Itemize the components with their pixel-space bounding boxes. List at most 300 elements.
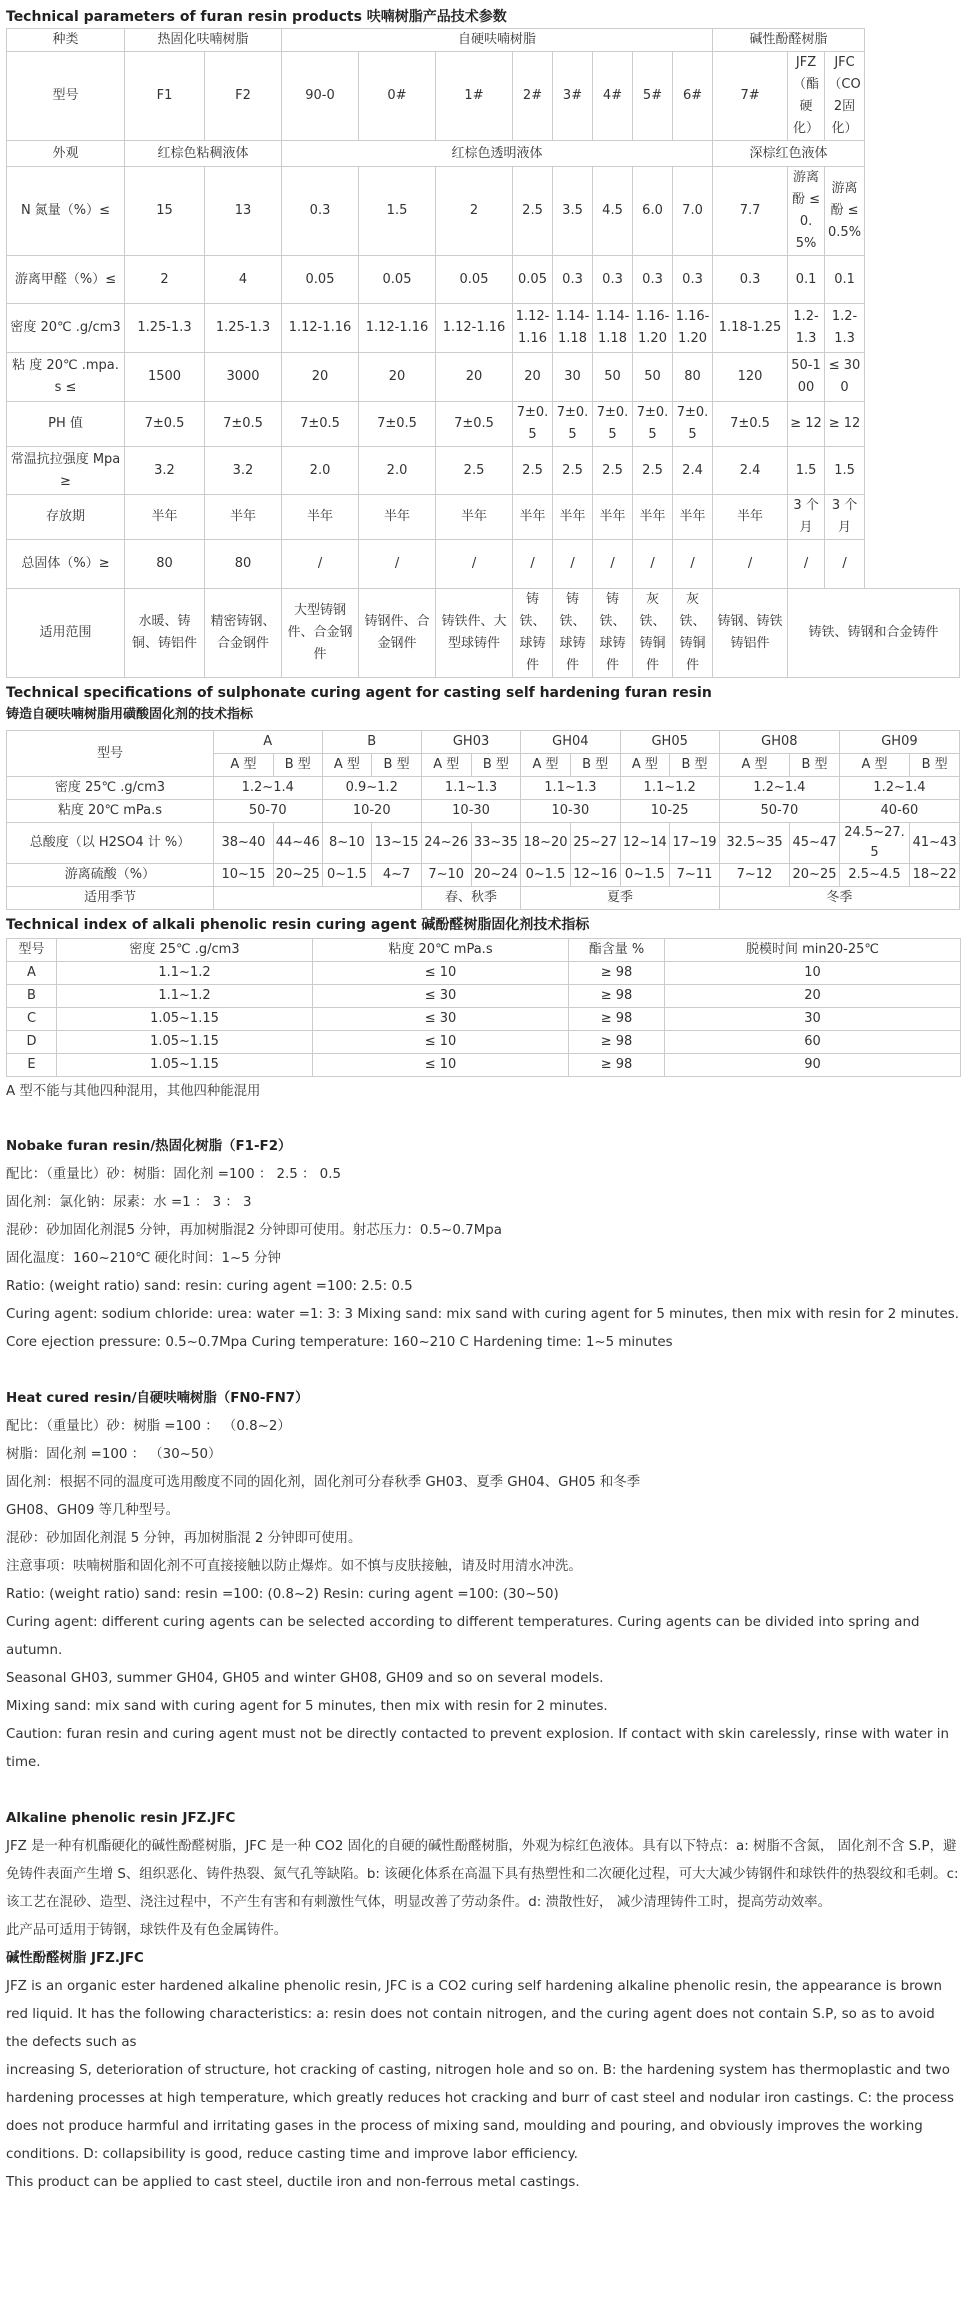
t3-row	[7, 1054, 961, 1077]
t3-header: 密度 25℃ .g/cm3	[57, 939, 313, 962]
param-value: 20	[359, 353, 436, 402]
acid-value: 44~46	[273, 823, 322, 864]
param-value: 1.25-1.3	[205, 304, 282, 353]
param-value: 2.0	[359, 447, 436, 495]
text-line: 固化剂：氯化钠：尿素：水 =1 ： 3 ： 3	[6, 1195, 252, 1210]
param-value: 3.5	[553, 167, 593, 256]
param-label: PH 值	[7, 402, 125, 447]
param-value: 半年	[125, 495, 205, 540]
text-line: 固化剂：根据不同的温度可选用酸度不同的固化剂，固化剂可分春秋季 GH03、夏季 GH04、GH05 和冬季	[6, 1475, 641, 1490]
param-value: 2.4	[713, 447, 788, 495]
t3-cell: ≤ 10	[313, 962, 569, 985]
t3-header-row	[7, 939, 961, 962]
free-acid-value: 2.5~4.5	[839, 864, 909, 887]
text-line: GH08、GH09 等几种型号。	[6, 1503, 179, 1518]
t3-cell: 1.05~1.15	[57, 1031, 313, 1054]
param-value: 13	[205, 167, 282, 256]
param-value: 铸铁、铸钢和合金铸件	[788, 589, 960, 678]
t3-header: 酯含量 %	[569, 939, 665, 962]
param-value: /	[825, 540, 865, 589]
category-heat: 热固化呋喃树脂	[125, 29, 282, 52]
param-value: 半年	[282, 495, 359, 540]
free-acid-value: 7~10	[421, 864, 471, 887]
param-label: 游离甲醛（%）≤	[7, 256, 125, 304]
type-header: A 型	[839, 754, 909, 777]
param-value: 20	[282, 353, 359, 402]
t3-cell: ≤ 30	[313, 1008, 569, 1031]
acid-value: 45~47	[790, 823, 840, 864]
param-value: 4	[205, 256, 282, 304]
text-line: JFZ is an organic ester hardened alkaline phenolic resin, JFC is a CO2 curing self hardening alkaline phenolic resin, the appearance is brown red liquid. It has the following characteristics: a: resin does not contain nitrogen, and the curing agent does not contain S.P, so as to avoid the defects such as	[6, 1979, 942, 2050]
appearance-self: 红棕色透明液体	[282, 141, 713, 167]
t3-cell: 60	[665, 1031, 961, 1054]
acid-value: 24.5~27.5	[839, 823, 909, 864]
param-label: 粘 度 20℃ .mpa.s ≤	[7, 353, 125, 402]
t3-cell: ≤ 10	[313, 1031, 569, 1054]
param-value: 2	[125, 256, 205, 304]
param-value: 0.3	[282, 167, 359, 256]
param-row	[7, 540, 960, 589]
param-row	[7, 589, 960, 678]
text-line: increasing S, deterioration of structure, hot cracking of casting, nitrogen hole and so on. B: the hardening system has thermoplastic and two hardening processes at high temperature, which greatly reduces hot cracking and burr of cast steel and nodular iron castings. C: the process does not produce harmful and irritating gases in the process of mixing sand, moulding and pouring, and obviously improves the working conditions. D: collapsibility is good, reduce casting time and improve labor efficiency.	[6, 2063, 954, 2162]
param-value: 50	[593, 353, 633, 402]
acid-value: 38~40	[213, 823, 273, 864]
param-value: 120	[713, 353, 788, 402]
type-header: B 型	[790, 754, 840, 777]
param-value: 半年	[673, 495, 713, 540]
text-line: Core ejection pressure: 0.5~0.7Mpa Curing temperature: 160~210 C Hardening time: 1~5 minutes	[6, 1335, 673, 1350]
param-value: 7±0.5	[633, 402, 673, 447]
text-line: This product can be applied to cast steel, ductile iron and non-ferrous metal castings.	[6, 2175, 580, 2190]
param-value: /	[436, 540, 513, 589]
param-label: 适用范围	[7, 589, 125, 678]
param-value: 1.12-1.16	[359, 304, 436, 353]
section-nobake	[6, 1133, 960, 1357]
param-value: 灰铁、铸铜件	[633, 589, 673, 678]
param-label: 常温抗拉强度 Mpa ≥	[7, 447, 125, 495]
model-cell: JFZ（酯硬化）	[788, 52, 825, 141]
param-value: 2.4	[673, 447, 713, 495]
t3-cell: 1.05~1.15	[57, 1008, 313, 1031]
free-acid-value: 0~1.5	[521, 864, 571, 887]
param-row	[7, 353, 960, 402]
param-label: 总固体（%）≥	[7, 540, 125, 589]
acid-value: 24~26	[421, 823, 471, 864]
sulphonate-curing-agent-table	[6, 730, 960, 910]
text-line: Ratio: (weight ratio) sand: resin: curing agent =100: 2.5: 0.5	[6, 1279, 413, 1294]
free-acid-value: 12~16	[570, 864, 620, 887]
param-value: 80	[673, 353, 713, 402]
param-value: 7±0.5	[359, 402, 436, 447]
param-value: /	[359, 540, 436, 589]
param-value: 1.18-1.25	[713, 304, 788, 353]
param-value: 0.05	[436, 256, 513, 304]
model-cell: 3#	[553, 52, 593, 141]
t2-density-label: 密度 25℃ .g/cm3	[7, 777, 214, 800]
param-value: 灰铁、铸铜件	[673, 589, 713, 678]
param-value: 15	[125, 167, 205, 256]
t3-cell: 10	[665, 962, 961, 985]
param-value: 3.2	[125, 447, 205, 495]
acid-value: 32.5~35	[719, 823, 789, 864]
param-value: 3000	[205, 353, 282, 402]
section3-cn-para: JFZ 是一种有机酯硬化的碱性酚醛树脂，JFC 是一种 CO2 固化的自硬的碱性酚醛树脂，外观为棕红色液体。具有以下特点：a: 树脂不含氮， 固化剂不含 S.P，避免铸件表面产生增 S、组织恶化、铸件热裂、氮气孔等缺陷。b: 该硬化体系在高温下具有热塑性和二次硬化过程，可大大减少铸钢件和球铁件的热裂纹和毛刺。c: 该工艺在混砂、造型、浇注过程中，不产生有害和有刺激性气体，明显改善了劳动条件。d: 溃散性好， 减少清理铸件工时，提高劳动效率。	[6, 1839, 959, 1910]
density-value: 1.1~1.3	[521, 777, 620, 800]
acid-value: 18~20	[521, 823, 571, 864]
t2-season-spring: 春、秋季	[421, 887, 520, 910]
param-value: 1.2-1.3	[825, 304, 865, 353]
param-value: 0.1	[825, 256, 865, 304]
param-value: 铸铁、球铸件	[553, 589, 593, 678]
param-label: N 氮量（%）≤	[7, 167, 125, 256]
section-alkaline-phenolic	[6, 1805, 960, 2197]
type-header: A 型	[421, 754, 471, 777]
model-cell: 1#	[436, 52, 513, 141]
param-value: 7±0.5	[593, 402, 633, 447]
param-value: 1.5	[359, 167, 436, 256]
param-value: 半年	[513, 495, 553, 540]
acid-value: 41~43	[910, 823, 960, 864]
param-value: 1500	[125, 353, 205, 402]
param-value: 7±0.5	[205, 402, 282, 447]
acid-value: 33~35	[471, 823, 521, 864]
t2-acid-label: 总酸度（以 H2SO4 计 %）	[7, 823, 214, 864]
type-header: A 型	[719, 754, 789, 777]
t3-cell: 1.1~1.2	[57, 985, 313, 1008]
param-value: /	[282, 540, 359, 589]
param-value: ≤ 300	[825, 353, 865, 402]
t3-cell: ≥ 98	[569, 1031, 665, 1054]
param-value: 大型铸钢件、合金钢件	[282, 589, 359, 678]
free-acid-value: 0~1.5	[322, 864, 372, 887]
text-line: 配比：（重量比）砂：树脂：固化剂 =100 ： 2.5 ： 0.5	[6, 1167, 341, 1182]
group-header: GH04	[521, 731, 620, 754]
param-value: 半年	[713, 495, 788, 540]
param-value: 3.2	[205, 447, 282, 495]
param-value: 铸铁件、大型球铸件	[436, 589, 513, 678]
group-header: GH09	[839, 731, 959, 754]
type-header: B 型	[372, 754, 422, 777]
param-value: 2.5	[553, 447, 593, 495]
furan-resin-params-table	[6, 28, 960, 678]
text-line: 配比：（重量比）砂：树脂 =100 ： （0.8~2）	[6, 1419, 291, 1434]
param-value: 7±0.5	[553, 402, 593, 447]
param-value: 50-100	[788, 353, 825, 402]
group-header: B	[322, 731, 421, 754]
param-value: 精密铸钢、合金钢件	[205, 589, 282, 678]
acid-value: 25~27	[570, 823, 620, 864]
param-value: 半年	[593, 495, 633, 540]
param-value: 铸铁、球铸件	[513, 589, 553, 678]
t3-cell: 1.05~1.15	[57, 1054, 313, 1077]
viscosity-value: 40-60	[839, 800, 959, 823]
param-value: 铸铁、球铸件	[593, 589, 633, 678]
text-line: Seasonal GH03, summer GH04, GH05 and winter GH08, GH09 and so on several models.	[6, 1671, 604, 1686]
group-header: GH03	[421, 731, 520, 754]
param-value: 1.16-1.20	[673, 304, 713, 353]
viscosity-value: 50-70	[213, 800, 322, 823]
text-line: 树脂：固化剂 =100 ： （30~50）	[6, 1447, 222, 1462]
t3-cell: D	[7, 1031, 57, 1054]
t3-cell: ≤ 10	[313, 1054, 569, 1077]
table2-subtitle: 铸造自硬呋喃树脂用磺酸固化剂的技术指标	[6, 707, 254, 722]
param-row	[7, 447, 960, 495]
model-cell: JFC（CO2固化）	[825, 52, 865, 141]
param-value: 7±0.5	[713, 402, 788, 447]
param-value: 2.0	[282, 447, 359, 495]
free-acid-value: 20~24	[471, 864, 521, 887]
param-value: 铸钢、铸铁铸铝件	[713, 589, 788, 678]
param-value: ≥ 12	[788, 402, 825, 447]
model-cell: 6#	[673, 52, 713, 141]
param-value: 1.25-1.3	[125, 304, 205, 353]
param-value: 水暖、铸铜、铸铝件	[125, 589, 205, 678]
section1-title: Nobake furan resin/热固化树脂（F1-F2）	[6, 1139, 292, 1154]
param-value: 1.5	[788, 447, 825, 495]
param-value: /	[593, 540, 633, 589]
density-value: 0.9~1.2	[322, 777, 421, 800]
section3-subhead: 碱性酚醛树脂 JFZ.JFC	[6, 1951, 144, 1966]
table2-title: Technical specifications of sulphonate curing agent for casting self hardening furan resin	[6, 685, 712, 701]
t3-cell: B	[7, 985, 57, 1008]
free-acid-value: 7~11	[670, 864, 720, 887]
section3-cn-line2: 此产品可适用于铸钢，球铁件及有色金属铸件。	[6, 1923, 288, 1938]
free-acid-value: 10~15	[213, 864, 273, 887]
group-header: GH05	[620, 731, 719, 754]
text-line: 固化温度：160~210℃ 硬化时间：1~5 分钟	[6, 1251, 281, 1266]
model-cell: 4#	[593, 52, 633, 141]
param-value: 2.5	[593, 447, 633, 495]
param-value: 2.5	[633, 447, 673, 495]
param-value: 3 个月	[788, 495, 825, 540]
t2-season-label: 适用季节	[7, 887, 214, 910]
section-heat-cured	[6, 1385, 960, 1777]
param-value: 7±0.5	[513, 402, 553, 447]
acid-value: 13~15	[372, 823, 422, 864]
param-value: 20	[436, 353, 513, 402]
type-header: A 型	[322, 754, 372, 777]
param-label: 存放期	[7, 495, 125, 540]
param-value: 1.12-1.16	[436, 304, 513, 353]
section2-title: Heat cured resin/自硬呋喃树脂（FN0-FN7）	[6, 1391, 309, 1406]
appearance-heat: 红棕色粘稠液体	[125, 141, 282, 167]
free-acid-value: 4~7	[372, 864, 422, 887]
free-acid-value: 18~22	[910, 864, 960, 887]
free-acid-value: 20~25	[273, 864, 322, 887]
param-row	[7, 256, 960, 304]
param-value: 0.3	[593, 256, 633, 304]
t3-cell: ≤ 30	[313, 985, 569, 1008]
param-value: /	[553, 540, 593, 589]
param-value: 7±0.5	[436, 402, 513, 447]
t3-cell: A	[7, 962, 57, 985]
t3-header: 型号	[7, 939, 57, 962]
text-line: Curing agent: sodium chloride: urea: water =1: 3: 3 Mixing sand: mix sand with curing agent for 5 minutes, then mix with resin for 2 minutes.	[6, 1307, 959, 1322]
t3-header: 粘度 20℃ mPa.s	[313, 939, 569, 962]
param-value: 铸钢件、合金钢件	[359, 589, 436, 678]
param-value: 2.5	[513, 167, 553, 256]
param-value: 50	[633, 353, 673, 402]
t3-cell: 1.1~1.2	[57, 962, 313, 985]
param-value: 0.05	[282, 256, 359, 304]
acid-value: 8~10	[322, 823, 372, 864]
param-value: 1.14-1.18	[553, 304, 593, 353]
param-value: 0.3	[713, 256, 788, 304]
t3-cell: ≥ 98	[569, 985, 665, 1008]
param-label: 密度 20℃ .g/cm3	[7, 304, 125, 353]
table3-note: A 型不能与其他四种混用，其他四种能混用	[6, 1084, 261, 1099]
density-value: 1.2~1.4	[839, 777, 959, 800]
param-value: 2	[436, 167, 513, 256]
text-line: Mixing sand: mix sand with curing agent for 5 minutes, then mix with resin for 2 minutes.	[6, 1699, 608, 1714]
param-value: 2.5	[513, 447, 553, 495]
param-value: 2.5	[436, 447, 513, 495]
t3-cell: 30	[665, 1008, 961, 1031]
param-value: 游离酚 ≤ 0.5%	[788, 167, 825, 256]
param-value: 7±0.5	[125, 402, 205, 447]
param-row	[7, 167, 960, 256]
viscosity-value: 50-70	[719, 800, 839, 823]
param-value: 半年	[359, 495, 436, 540]
text-line: Ratio: (weight ratio) sand: resin =100: (0.8~2) Resin: curing agent =100: (30~50)	[6, 1587, 559, 1602]
type-header: B 型	[670, 754, 720, 777]
param-value: 7±0.5	[282, 402, 359, 447]
acid-value: 17~19	[670, 823, 720, 864]
param-value: /	[673, 540, 713, 589]
table1-title: Technical parameters of furan resin products 呋喃树脂产品技术参数	[6, 9, 507, 25]
param-value: 1.5	[825, 447, 865, 495]
free-acid-value: 20~25	[790, 864, 840, 887]
type-header: A 型	[213, 754, 273, 777]
param-value: /	[633, 540, 673, 589]
t3-cell: 20	[665, 985, 961, 1008]
section3-title: Alkaline phenolic resin JFZ.JFC	[6, 1811, 236, 1826]
density-value: 1.2~1.4	[719, 777, 839, 800]
param-value: 3 个月	[825, 495, 865, 540]
param-value: /	[788, 540, 825, 589]
param-value: 4.5	[593, 167, 633, 256]
param-value: 0.3	[553, 256, 593, 304]
t3-row	[7, 985, 961, 1008]
text-line: Curing agent: different curing agents can be selected according to different temperatures. Curing agents can be divided into spring and autumn.	[6, 1615, 920, 1658]
model-cell: 2#	[513, 52, 553, 141]
param-value: 80	[125, 540, 205, 589]
text-line: 混砂：砂加固化剂混5 分钟，再加树脂混2 分钟即可使用。射芯压力：0.5~0.7Mpa	[6, 1223, 502, 1238]
model-cell: 90-0	[282, 52, 359, 141]
t3-cell: ≥ 98	[569, 962, 665, 985]
model-cell: F1	[125, 52, 205, 141]
appearance-alkali: 深棕红色液体	[713, 141, 865, 167]
t3-cell: ≥ 98	[569, 1054, 665, 1077]
category-label: 种类	[7, 29, 125, 52]
viscosity-value: 10-30	[521, 800, 620, 823]
type-header: B 型	[471, 754, 521, 777]
param-value: ≥ 12	[825, 402, 865, 447]
param-row	[7, 402, 960, 447]
param-value: 1.14-1.18	[593, 304, 633, 353]
t2-season-winter: 冬季	[719, 887, 959, 910]
param-value: /	[713, 540, 788, 589]
param-value: 0.05	[359, 256, 436, 304]
acid-value: 12~14	[620, 823, 670, 864]
type-header: B 型	[910, 754, 960, 777]
param-value: 1.12-1.16	[513, 304, 553, 353]
category-alkali: 碱性酚醛树脂	[713, 29, 865, 52]
t3-header: 脱模时间 min20-25℃	[665, 939, 961, 962]
param-value: 80	[205, 540, 282, 589]
t2-free-acid-label: 游离硫酸（%）	[7, 864, 214, 887]
param-value: 0.05	[513, 256, 553, 304]
param-value: 7±0.5	[673, 402, 713, 447]
t2-viscosity-label: 粘度 20℃ mPa.s	[7, 800, 214, 823]
t3-row	[7, 1008, 961, 1031]
param-value: 0.3	[633, 256, 673, 304]
param-value: 1.2-1.3	[788, 304, 825, 353]
param-value: 30	[553, 353, 593, 402]
param-value: 半年	[436, 495, 513, 540]
category-self: 自硬呋喃树脂	[282, 29, 713, 52]
t3-cell: 90	[665, 1054, 961, 1077]
group-header: GH08	[719, 731, 839, 754]
t3-cell: ≥ 98	[569, 1008, 665, 1031]
t3-cell: C	[7, 1008, 57, 1031]
text-line: 混砂：砂加固化剂混 5 分钟，再加树脂混 2 分钟即可使用。	[6, 1531, 362, 1546]
param-row	[7, 495, 960, 540]
model-cell: 0#	[359, 52, 436, 141]
param-value: 6.0	[633, 167, 673, 256]
param-value: 0.1	[788, 256, 825, 304]
param-row	[7, 304, 960, 353]
group-header: A	[213, 731, 322, 754]
viscosity-value: 10-30	[421, 800, 520, 823]
param-value: 1.16-1.20	[633, 304, 673, 353]
type-header: B 型	[570, 754, 620, 777]
text-line: Caution: furan resin and curing agent must not be directly contacted to prevent explosion. If contact with skin carelessly, rinse with water in time.	[6, 1727, 949, 1770]
density-value: 1.1~1.3	[421, 777, 520, 800]
model-cell: 5#	[633, 52, 673, 141]
viscosity-value: 10-25	[620, 800, 719, 823]
t3-row	[7, 1031, 961, 1054]
type-header: B 型	[273, 754, 322, 777]
param-value: 0.3	[673, 256, 713, 304]
free-acid-value: 7~12	[719, 864, 789, 887]
param-value: 半年	[205, 495, 282, 540]
table3-title: Technical index of alkali phenolic resin curing agent 碱酚醛树脂固化剂技术指标	[6, 917, 590, 933]
param-value: 7.7	[713, 167, 788, 256]
t3-cell: E	[7, 1054, 57, 1077]
type-header: A 型	[620, 754, 670, 777]
param-value: 游离酚 ≤ 0.5%	[825, 167, 865, 256]
text-line: 注意事项：呋喃树脂和固化剂不可直接接触以防止爆炸。如不慎与皮肤接触，请及时用清水冲洗。	[6, 1559, 582, 1574]
t3-row	[7, 962, 961, 985]
free-acid-value: 0~1.5	[620, 864, 670, 887]
param-value: 半年	[633, 495, 673, 540]
t2-season-summer: 夏季	[521, 887, 720, 910]
model-cell: F2	[205, 52, 282, 141]
param-value: 1.12-1.16	[282, 304, 359, 353]
param-value: 半年	[553, 495, 593, 540]
density-value: 1.1~1.2	[620, 777, 719, 800]
param-value: /	[513, 540, 553, 589]
alkali-curing-agent-table	[6, 938, 961, 1077]
density-value: 1.2~1.4	[213, 777, 322, 800]
type-header: A 型	[521, 754, 571, 777]
param-value: 20	[513, 353, 553, 402]
param-value: 7.0	[673, 167, 713, 256]
t2-model-label: 型号	[7, 731, 214, 777]
appearance-label: 外观	[7, 141, 125, 167]
model-label: 型号	[7, 52, 125, 141]
